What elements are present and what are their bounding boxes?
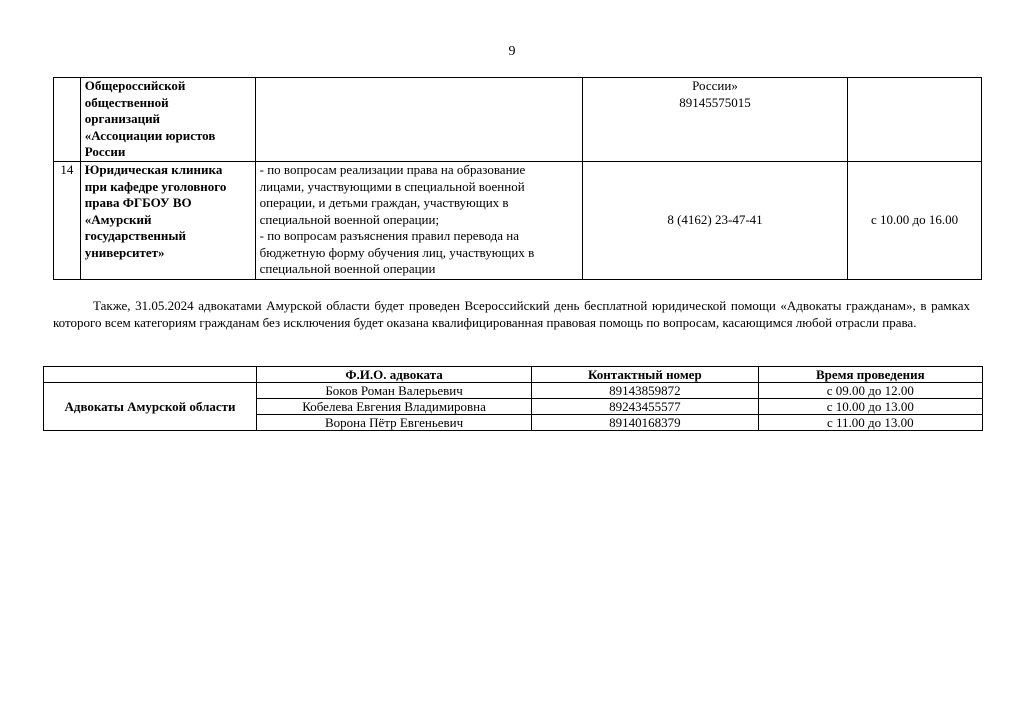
topic-line: операции, и детьми граждан, участвующих в <box>259 195 509 210</box>
topic-line: специальной военной операции <box>259 261 436 276</box>
lawyer-time: с 09.00 до 12.00 <box>758 383 982 399</box>
time-cell <box>848 78 982 162</box>
org-line: государственный <box>84 228 186 243</box>
table-row <box>54 162 982 280</box>
org-line: «Ассоциации юристов <box>84 127 216 143</box>
legal-aid-table <box>53 77 982 280</box>
topic-line: специальной военной операции; <box>259 211 440 227</box>
org-line: России <box>84 144 126 159</box>
organization-name <box>80 78 255 162</box>
table-header-row <box>44 367 983 383</box>
org-line: организаций <box>84 111 161 126</box>
phone-cell <box>582 78 847 162</box>
phone-cell <box>582 162 847 280</box>
org-line: «Амурский <box>84 211 152 227</box>
lawyer-time: с 11.00 до 13.00 <box>758 415 982 431</box>
header-name: Ф.И.О. адвоката <box>257 367 532 383</box>
lawyer-time: с 10.00 до 13.00 <box>758 399 982 415</box>
announcement-paragraph: Также, 31.05.2024 адвокатами Амурской области будет проведен Всероссийский день бесплатной юридической помощи «Адвокаты гражданам», в рамках которого всем категориям гражданам без исключения будет оказана квалифицированная правовая помощь по вопросам, касающимся любой отрасли права. <box>53 298 970 330</box>
topic-line: бюджетную форму обучения лиц, участвующих в <box>259 244 535 260</box>
header-contact: Контактный номер <box>532 367 758 383</box>
lawyers-table <box>43 366 983 431</box>
topic-cell <box>255 78 582 162</box>
header-when: Время проведения <box>758 367 982 383</box>
header-blank <box>44 367 257 383</box>
table-row <box>44 383 983 399</box>
organization-name <box>80 162 255 280</box>
lawyer-contact: 89140168379 <box>532 415 758 431</box>
topic-line: - по вопросам разъяснения правил перевода на <box>259 228 520 243</box>
phone-line: 8 (4162) 23-47-41 <box>667 212 763 228</box>
table-row <box>54 78 982 162</box>
org-line: Общероссийской <box>84 78 186 93</box>
row-number: 14 <box>54 162 81 280</box>
group-label: Адвокаты Амурской области <box>44 383 257 431</box>
topic-line: - по вопросам реализации права на образование <box>259 162 526 177</box>
phone-line: России» <box>692 78 738 93</box>
lawyer-name: Ворона Пётр Евгеньевич <box>257 415 532 431</box>
phone-line: 89145575015 <box>679 94 751 110</box>
org-line: Юридическая клиника <box>84 162 223 177</box>
lawyer-name: Боков Роман Валерьевич <box>257 383 532 399</box>
topic-cell <box>255 162 582 280</box>
org-line: права ФГБОУ ВО <box>84 195 192 210</box>
page-number: 9 <box>508 44 516 59</box>
org-line: при кафедре уголовного <box>84 178 227 194</box>
lawyer-contact: 89143859872 <box>532 383 758 399</box>
org-line: общественной <box>84 94 169 110</box>
row-number <box>54 78 81 162</box>
lawyer-name: Кобелева Евгения Владимировна <box>257 399 532 415</box>
time-cell: с 10.00 до 16.00 <box>848 162 982 280</box>
lawyer-contact: 89243455577 <box>532 399 758 415</box>
topic-line: лицами, участвующими в специальной военной <box>259 178 525 194</box>
org-line: университет» <box>84 244 165 260</box>
